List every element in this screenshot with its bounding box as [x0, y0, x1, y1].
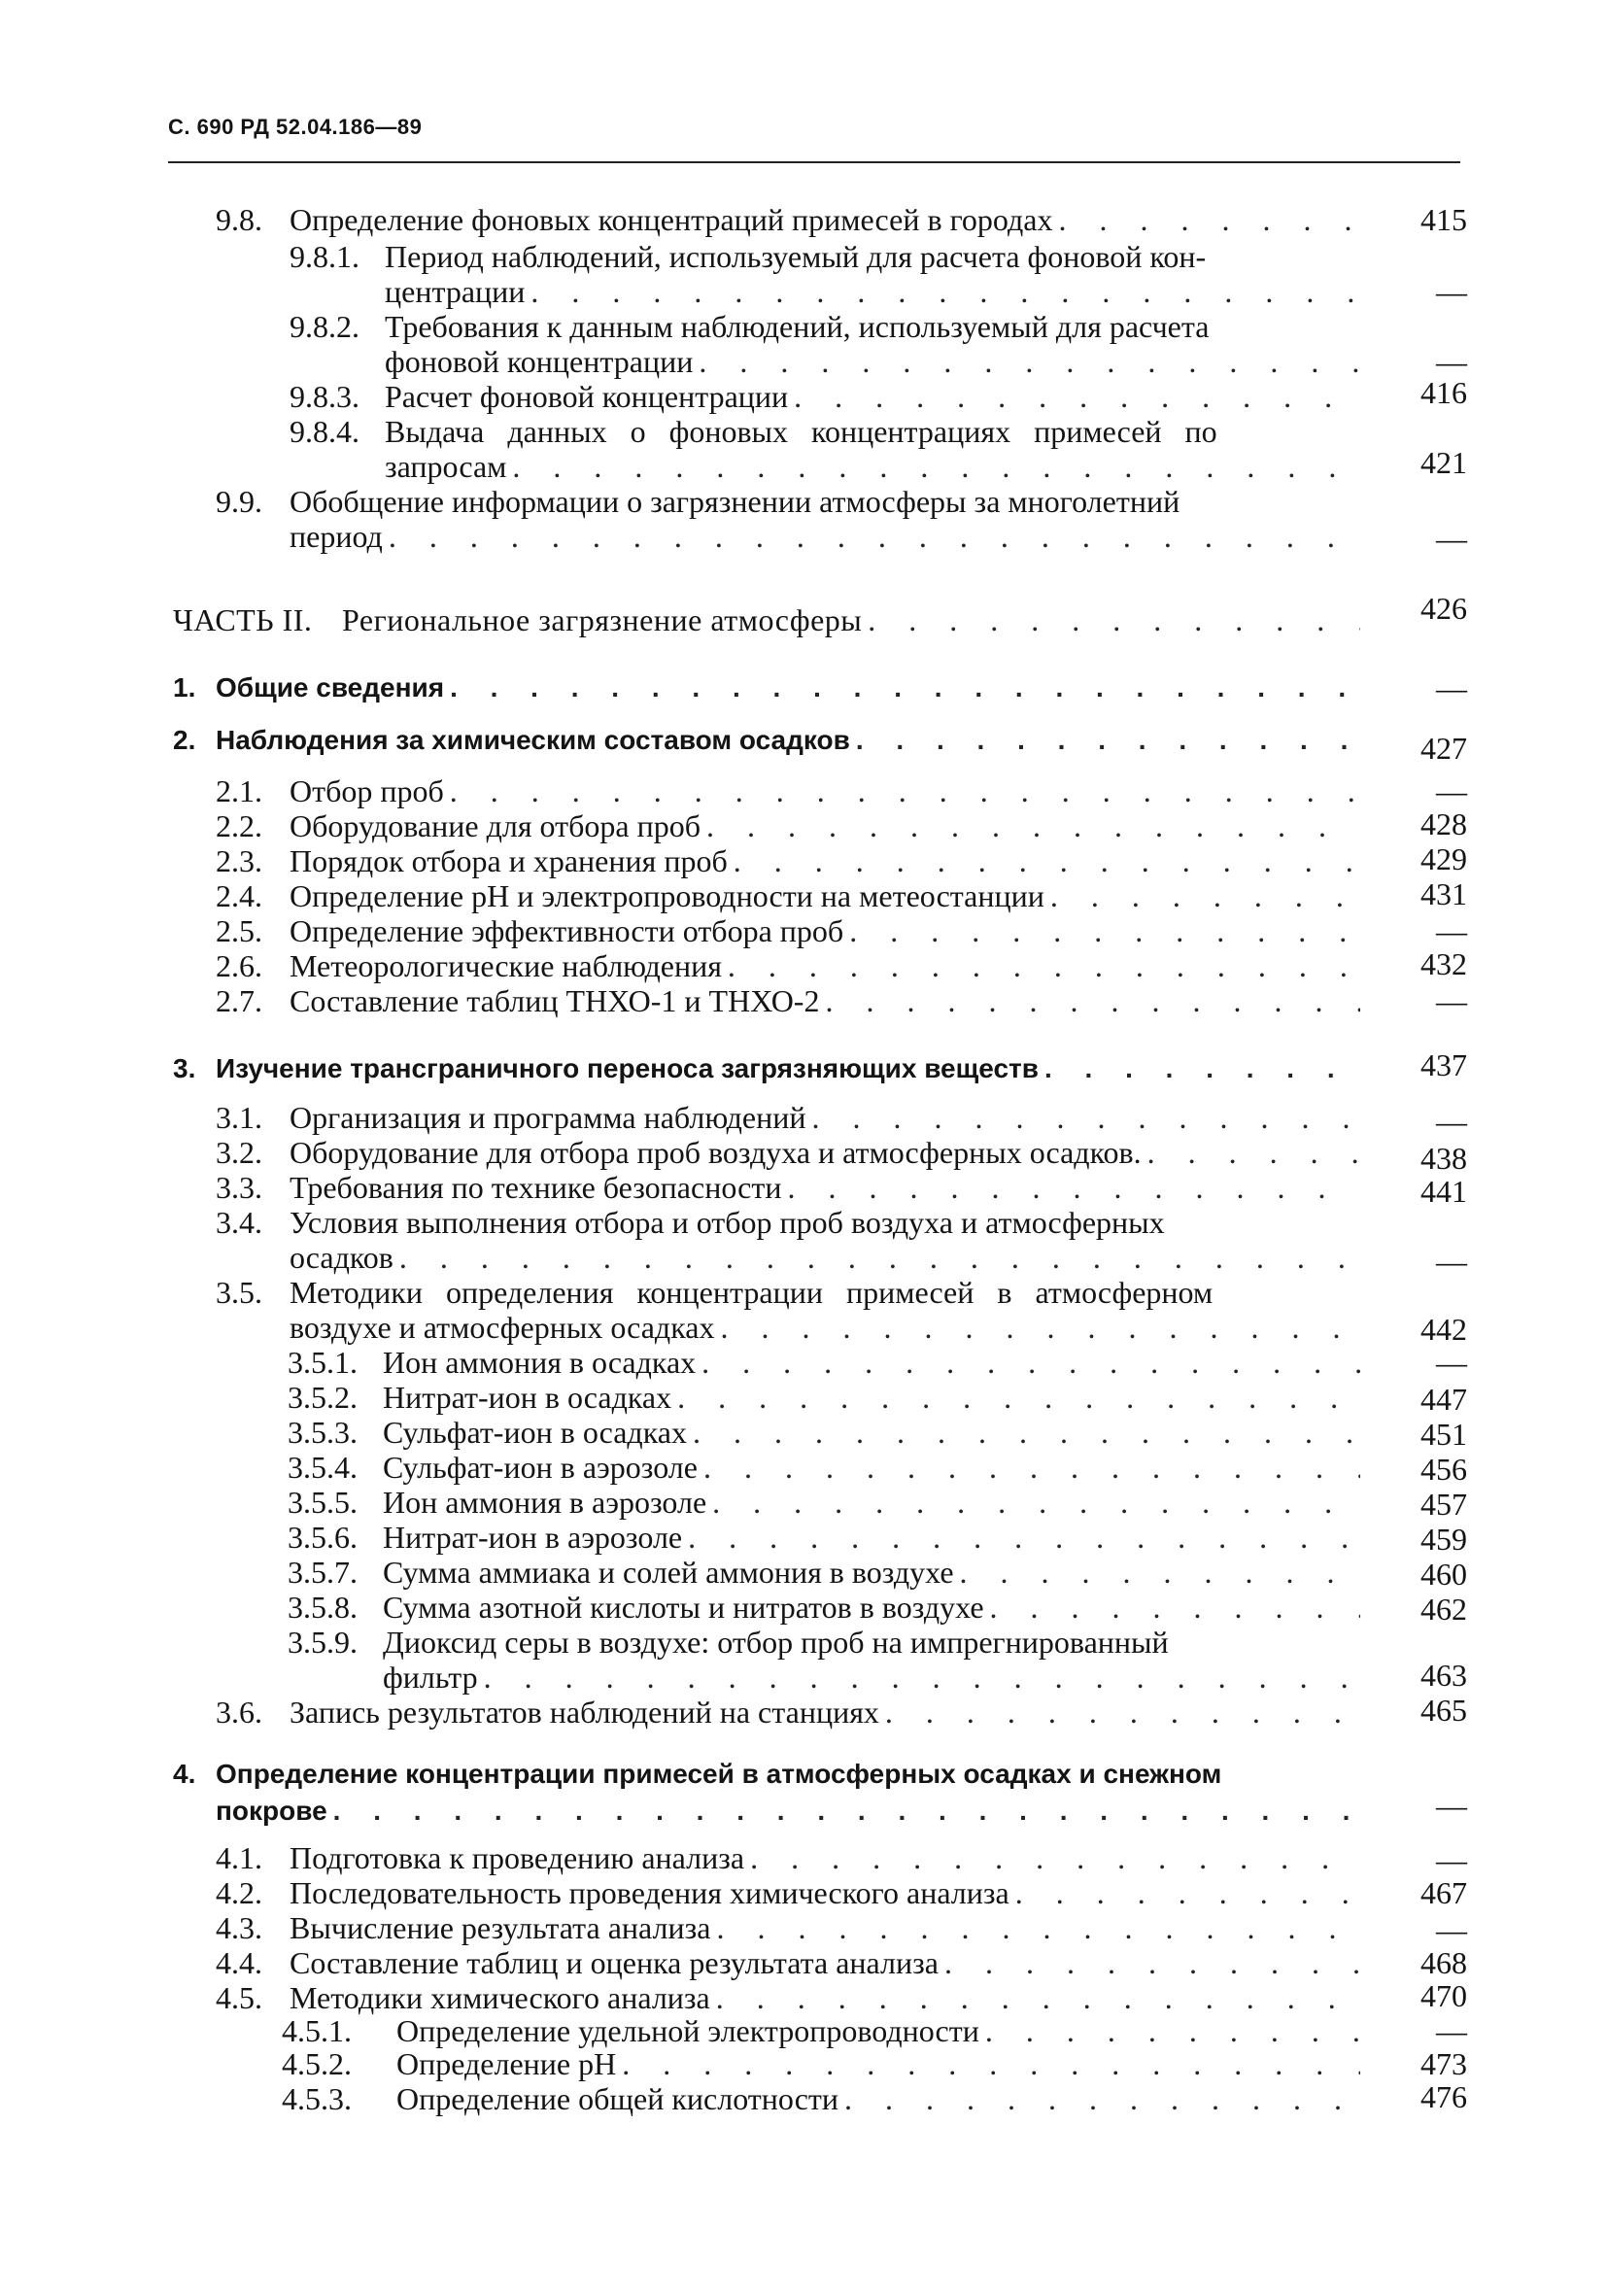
dot-leader: [1147, 1135, 1360, 1170]
entry-title: Последовательность проведения химического анализа: [290, 1875, 1009, 1910]
dot-leader: [787, 1170, 1360, 1205]
entry-page: 459: [1420, 1522, 1467, 1557]
dot-leader: [716, 1980, 1360, 2015]
toc-entry: [216, 1695, 1360, 1730]
entry-title-continuation: запросам: [385, 449, 507, 484]
entry-number: 3.1.: [216, 1100, 262, 1135]
dot-leader: [944, 1945, 1360, 1980]
entry-page: —: [1436, 2013, 1467, 2048]
toc-entry: [216, 1275, 1360, 1310]
toc-entry: [288, 1485, 1360, 1520]
entry-title: Требования по технике безопасности: [290, 1170, 782, 1205]
dot-leader: [712, 1485, 1360, 1520]
dot-leader: [844, 2081, 1360, 2116]
entry-title-continuation: осадков: [290, 1240, 393, 1275]
entry-number: 3.6.: [216, 1695, 262, 1730]
entry-title: Выдача данных о фоновых концентрациях примесей по: [385, 414, 1217, 449]
section-title: Определение концентрации примесей в атмосферных осадках и снежном: [216, 1759, 1222, 1789]
entry-page: 421: [1420, 445, 1467, 480]
toc-entry: [216, 202, 1360, 237]
entry-number: 3.2.: [216, 1135, 262, 1170]
toc-entry: [290, 414, 1358, 449]
entry-title-continuation: фильтр: [383, 1660, 478, 1695]
toc-entry: [282, 2081, 1360, 2116]
dot-leader: [720, 1310, 1360, 1345]
entry-page: 415: [1420, 202, 1467, 237]
dot-leader: [856, 723, 1360, 758]
dot-leader: [512, 449, 1360, 484]
entry-number: 4.5.3.: [282, 2081, 352, 2116]
dot-leader: [868, 602, 1360, 637]
dot-leader: [693, 1415, 1360, 1450]
toc-entry: [216, 843, 1360, 878]
entry-page: 429: [1420, 841, 1467, 876]
section-title: Общие сведения: [216, 672, 445, 703]
dot-leader: [333, 1794, 1360, 1829]
entry-title: Нитрат-ион в осадках: [383, 1380, 672, 1415]
entry-number: 9.8.3.: [290, 379, 359, 414]
entry-number: 2.6.: [216, 948, 262, 983]
section-number: 2.: [173, 725, 196, 755]
dot-leader: [716, 1910, 1360, 1945]
dot-leader: [706, 808, 1360, 843]
entry-page: 438: [1420, 1141, 1467, 1176]
entry-page: 463: [1420, 1658, 1467, 1693]
entry-title: Обобщение информации о загрязнении атмосферы за многолетний: [290, 484, 1180, 519]
toc-entry: [216, 1170, 1360, 1205]
entry-title: Порядок отбора и хранения проб: [290, 843, 728, 878]
entry-page: —: [1436, 913, 1467, 948]
toc-entry: [216, 808, 1360, 843]
entry-number: 2.7.: [216, 983, 262, 1018]
entry-title: Ион аммония в осадках: [383, 1345, 697, 1380]
entry-number: 4.4.: [216, 1945, 262, 1980]
toc-entry: [216, 878, 1360, 913]
entry-page: 427: [1420, 731, 1467, 766]
dot-leader: [450, 670, 1360, 705]
toc-entry-continuation: [385, 449, 1360, 484]
entry-number: 3.5.7.: [288, 1555, 358, 1590]
dot-leader: [484, 1660, 1360, 1695]
entry-page: —: [1436, 773, 1467, 808]
entry-number: 9.8.4.: [290, 414, 359, 449]
entry-page: —: [1436, 1788, 1467, 1823]
dot-leader: [825, 983, 1360, 1018]
toc-entry-continuation: [290, 519, 1360, 554]
entry-number: 4.3.: [216, 1910, 262, 1945]
entry-title: Условия выполнения отбора и отбор проб воздуха и атмосферных: [290, 1205, 1165, 1240]
toc-entry: [290, 239, 1358, 274]
entry-page: 447: [1420, 1382, 1467, 1417]
toc-entry: [288, 1450, 1360, 1485]
toc-entry: [216, 773, 1360, 808]
entry-page: —: [1436, 1104, 1467, 1139]
toc-entry: [216, 484, 1360, 519]
dot-leader: [389, 519, 1360, 554]
entry-number: 3.3.: [216, 1170, 262, 1205]
dot-leader: [990, 1590, 1360, 1625]
toc-entry-continuation: [385, 274, 1360, 309]
toc-entry: [216, 1840, 1360, 1875]
dot-leader: [728, 948, 1360, 983]
entry-title: Ион аммония в аэрозоле: [383, 1485, 707, 1520]
dot-leader: [750, 1840, 1360, 1875]
entry-number: 3.5.6.: [288, 1520, 358, 1555]
entry-number: 2.2.: [216, 808, 262, 843]
entry-number: 9.8.2.: [290, 309, 359, 344]
entry-number: 2.3.: [216, 843, 262, 878]
entry-page: 428: [1420, 806, 1467, 841]
section-title-continuation: покрове: [216, 1796, 327, 1826]
section-number: 3.: [173, 1053, 196, 1083]
entry-number: 3.5.4.: [288, 1450, 358, 1485]
toc-section-continuation: [216, 1794, 1360, 1829]
entry-page: 437: [1420, 1047, 1467, 1082]
section-title: Изучение трансграничного переноса загрязняющих веществ: [216, 1053, 1039, 1083]
entry-number: 3.5.5.: [288, 1485, 358, 1520]
dot-leader: [677, 1380, 1360, 1415]
entry-number: 3.5.3.: [288, 1415, 358, 1450]
entry-title: Вычисление результата анализа: [290, 1910, 711, 1945]
toc-entry: [216, 1980, 1360, 2015]
entry-title: Определение рН: [396, 2046, 617, 2081]
entry-number: 4.5.2.: [282, 2046, 352, 2081]
entry-page: —: [1436, 1842, 1467, 1877]
toc-section: [173, 1757, 1360, 1792]
dot-leader: [985, 2013, 1360, 2048]
dot-leader: [734, 843, 1360, 878]
entry-page: —: [1436, 1345, 1467, 1380]
dot-leader: [450, 773, 1360, 808]
entry-title: Требования к данным наблюдений, используемый для расчета: [385, 309, 1210, 344]
section-number: 4.: [173, 1759, 196, 1789]
entry-page: 456: [1420, 1452, 1467, 1487]
entry-number: 2.4.: [216, 878, 262, 913]
toc-entry: [288, 1380, 1360, 1415]
entry-page: 465: [1420, 1693, 1467, 1728]
toc-entry-continuation: [290, 1240, 1360, 1275]
toc-entry: [216, 1205, 1360, 1240]
entry-title: Подготовка к проведению анализа: [290, 1840, 745, 1875]
entry-title: Диоксид серы в воздухе: отбор проб на импрегнированный: [383, 1625, 1169, 1660]
entry-number: 4.5.1.: [282, 2013, 352, 2048]
entry-page: —: [1436, 983, 1467, 1018]
entry-title: Сумма аммиака и солей аммония в воздухе: [383, 1555, 954, 1590]
dot-leader: [622, 2046, 1360, 2081]
entry-number: 3.5.9.: [288, 1625, 358, 1660]
dot-leader: [399, 1240, 1360, 1275]
toc-entry: [288, 1625, 1360, 1660]
page-header: С. 690 РД 52.04.186—89: [168, 115, 423, 139]
dot-leader: [849, 913, 1360, 948]
entry-page: 441: [1420, 1174, 1467, 1209]
dot-leader: [1044, 1051, 1360, 1086]
entry-page: —: [1436, 274, 1467, 309]
entry-page: 467: [1420, 1875, 1467, 1910]
toc-section: [173, 670, 1360, 705]
toc-entry: [216, 983, 1360, 1018]
entry-title: Запись результатов наблюдений на станциях: [290, 1695, 879, 1730]
toc-entry: [282, 2046, 1360, 2081]
part-number: ЧАСТЬ II.: [173, 602, 313, 637]
entry-number: 4.2.: [216, 1875, 262, 1910]
dot-leader: [960, 1555, 1360, 1590]
toc-entry: [216, 1875, 1360, 1910]
toc-entry: [290, 379, 1360, 414]
dot-leader: [1058, 202, 1360, 237]
dot-leader: [811, 1100, 1360, 1135]
entry-page: 470: [1420, 1978, 1467, 2013]
entry-page: 468: [1420, 1945, 1467, 1980]
entry-page: 442: [1420, 1312, 1467, 1347]
dot-leader: [1015, 1875, 1360, 1910]
entry-page: —: [1436, 670, 1467, 705]
toc-entry: [288, 1555, 1360, 1590]
entry-title: Определение рН и электропроводности на метеостанции: [290, 878, 1044, 913]
entry-number: 3.5.8.: [288, 1590, 358, 1625]
entry-title: Расчет фоновой концентрации: [385, 379, 789, 414]
toc-entry: [288, 1345, 1360, 1380]
dot-leader: [699, 344, 1360, 379]
toc-entry: [216, 948, 1360, 983]
entry-page: 451: [1420, 1417, 1467, 1452]
entry-number: 4.1.: [216, 1840, 262, 1875]
toc-entry-continuation: [383, 1660, 1360, 1695]
entry-title: Сульфат-ион в осадках: [383, 1415, 687, 1450]
toc-part-heading: [173, 602, 1360, 637]
entry-number: 3.5.2.: [288, 1380, 358, 1415]
dot-leader: [1050, 878, 1360, 913]
entry-title: Методики определения концентрации примесей в атмосферном: [290, 1275, 1214, 1310]
entry-page: 432: [1420, 946, 1467, 981]
entry-number: 2.5.: [216, 913, 262, 948]
entry-title: Определение фоновых концентраций примесей в городах: [290, 202, 1053, 237]
entry-title: Нитрат-ион в аэрозоле: [383, 1520, 683, 1555]
dot-leader: [701, 1345, 1360, 1380]
entry-number: 9.8.1.: [290, 239, 359, 274]
entry-title: Составление таблиц и оценка результата анализа: [290, 1945, 939, 1980]
entry-number: 4.5.: [216, 1980, 262, 2015]
entry-title: Сумма азотной кислоты и нитратов в воздухе: [383, 1590, 984, 1625]
entry-title: Определение удельной электропроводности: [396, 2013, 979, 2048]
toc-entry-continuation: [385, 344, 1360, 379]
dot-leader: [688, 1520, 1360, 1555]
entry-title: Определение общей кислотности: [396, 2081, 839, 2116]
toc-entry: [216, 1135, 1360, 1170]
toc-section: [173, 1051, 1360, 1086]
entry-title: Организация и программа наблюдений: [290, 1100, 806, 1135]
toc-entry-continuation: [290, 1310, 1360, 1345]
entry-page: 473: [1420, 2046, 1467, 2081]
toc-entry: [288, 1590, 1360, 1625]
entry-page: —: [1436, 344, 1467, 379]
dot-leader: [885, 1695, 1360, 1730]
entry-page: 476: [1420, 2079, 1467, 2114]
entry-page: 462: [1420, 1592, 1467, 1627]
entry-title: Оборудование для отбора проб: [290, 808, 701, 843]
entry-page: 416: [1420, 375, 1467, 410]
entry-title: Методики химического анализа: [290, 1980, 710, 2015]
toc-entry: [282, 2013, 1360, 2048]
entry-title-continuation: воздухе и атмосферных осадках: [290, 1310, 715, 1345]
entry-page: 426: [1420, 591, 1467, 626]
entry-number: 9.9.: [216, 484, 262, 519]
dot-leader: [530, 274, 1360, 309]
entry-title: Определение эффективности отбора проб: [290, 913, 844, 948]
entry-number: 3.4.: [216, 1205, 262, 1240]
section-number: 1.: [173, 672, 196, 703]
part-title: Региональное загрязнение атмосферы: [342, 602, 863, 637]
toc-entry: [216, 1945, 1360, 1980]
entry-number: 2.1.: [216, 773, 262, 808]
entry-number: 9.8.: [216, 202, 262, 237]
entry-page: —: [1436, 1244, 1467, 1279]
toc-entry: [216, 1910, 1360, 1945]
toc-entry: [288, 1520, 1360, 1555]
dot-leader: [794, 379, 1360, 414]
entry-title-continuation: центрации: [385, 274, 526, 309]
entry-title-continuation: период: [290, 519, 383, 554]
entry-page: 457: [1420, 1487, 1467, 1522]
entry-number: 3.5.: [216, 1275, 262, 1310]
entry-title: Метеорологические наблюдения: [290, 948, 722, 983]
toc-section: [173, 723, 1360, 758]
entry-page: —: [1436, 521, 1467, 556]
entry-title: Период наблюдений, используемый для расчета фоновой кон-: [385, 239, 1207, 274]
entry-page: —: [1436, 1912, 1467, 1947]
entry-title: Составление таблиц ТНХО-1 и ТНХО-2: [290, 983, 820, 1018]
toc-entry: [290, 309, 1358, 344]
entry-page: 431: [1420, 876, 1467, 911]
entry-title: Оборудование для отбора проб воздуха и атмосферных осадков.: [290, 1135, 1142, 1170]
toc-entry: [288, 1415, 1360, 1450]
entry-title-continuation: фоновой концентрации: [385, 344, 694, 379]
entry-number: 3.5.1.: [288, 1345, 358, 1380]
entry-title: Сульфат-ион в аэрозоле: [383, 1450, 698, 1485]
section-title: Наблюдения за химическим составом осадков: [216, 725, 850, 755]
toc-entry: [216, 913, 1360, 948]
entry-page: 460: [1420, 1557, 1467, 1592]
entry-title: Отбор проб: [290, 773, 444, 808]
toc-entry: [216, 1100, 1360, 1135]
dot-leader: [703, 1450, 1360, 1485]
